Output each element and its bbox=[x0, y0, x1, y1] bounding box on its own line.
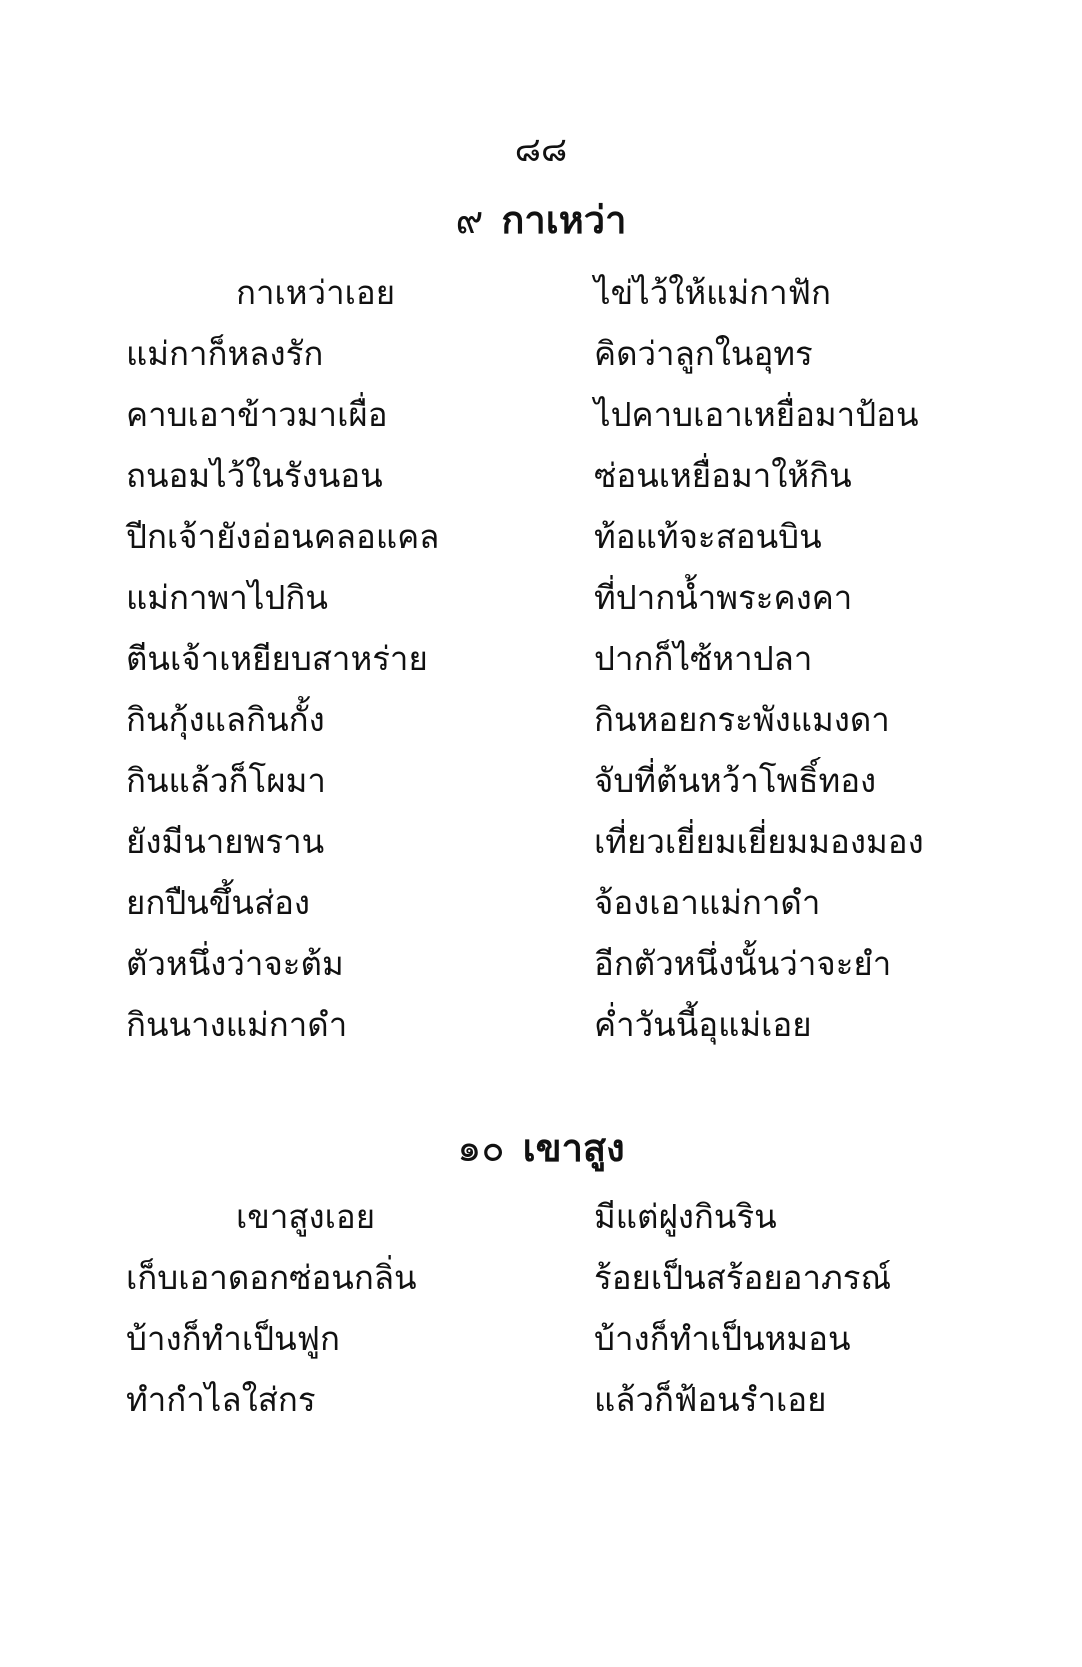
verse-right: แล้วก็ฟ้อนรำเอย bbox=[594, 1380, 827, 1419]
verse-right: จ้องเอาแม่กาดำ bbox=[594, 883, 821, 922]
verse-line bbox=[0, 1247, 1082, 1308]
verse-line bbox=[0, 628, 1082, 689]
verse-line bbox=[0, 994, 1082, 1055]
poem-lines-9 bbox=[0, 262, 1082, 1055]
poem-number: ๑๐ bbox=[457, 1126, 505, 1170]
verse-line bbox=[0, 689, 1082, 750]
verse-left: ตีนเจ้าเหยียบสาหร่าย bbox=[126, 639, 428, 678]
verse-left: ทำกำไลใส่กร bbox=[126, 1380, 316, 1419]
verse-line bbox=[0, 567, 1082, 628]
verse-line bbox=[0, 1308, 1082, 1369]
poem-title-9 bbox=[0, 196, 1082, 244]
verse-left: เขาสูงเอย bbox=[236, 1197, 376, 1236]
verse-left: ตัวหนึ่งว่าจะต้ม bbox=[126, 944, 344, 983]
verse-right: อีกตัวหนึ่งนั้นว่าจะยำ bbox=[594, 944, 892, 983]
poem-lines-10 bbox=[0, 1186, 1082, 1430]
verse-left: ปีกเจ้ายังอ่อนคลอแคล bbox=[126, 517, 440, 556]
poem-title-text: กาเหว่า bbox=[501, 197, 627, 242]
page-number: ๘๘ bbox=[514, 130, 568, 170]
verse-right: เที่ยวเยี่ยมเยี่ยมมองมอง bbox=[594, 822, 924, 861]
verse-left: กาเหว่าเอย bbox=[236, 273, 396, 312]
verse-right: ซ่อนเหยื่อมาให้กิน bbox=[594, 456, 852, 495]
verse-right: ท้อแท้จะสอนบิน bbox=[594, 517, 822, 556]
verse-right: มีแต่ฝูงกินริน bbox=[594, 1197, 777, 1236]
verse-left: ยกปืนขึ้นส่อง bbox=[126, 883, 311, 922]
verse-left: กินนางแม่กาดำ bbox=[126, 1005, 348, 1044]
verse-left: กินแล้วก็โผมา bbox=[126, 761, 326, 800]
verse-line bbox=[0, 384, 1082, 445]
verse-left: แม่กาพาไปกิน bbox=[126, 578, 328, 617]
verse-right: ร้อยเป็นสร้อยอาภรณ์ bbox=[594, 1258, 892, 1297]
verse-line bbox=[0, 323, 1082, 384]
verse-line bbox=[0, 750, 1082, 811]
verse-left: คาบเอาข้าวมาเผื่อ bbox=[126, 395, 388, 434]
verse-line bbox=[0, 811, 1082, 872]
verse-left: กินกุ้งแลกินกั้ง bbox=[126, 700, 325, 739]
verse-left: แม่กาก็หลงรัก bbox=[126, 334, 324, 373]
verse-right: จับที่ต้นหว้าโพธิ์ทอง bbox=[594, 761, 877, 800]
verse-line bbox=[0, 262, 1082, 323]
verse-right: ไข่ไว้ให้แม่กาฟัก bbox=[594, 273, 832, 312]
verse-left: บ้างก็ทำเป็นฟูก bbox=[126, 1319, 340, 1358]
verse-line bbox=[0, 1369, 1082, 1430]
verse-right: ไปคาบเอาเหยื่อมาป้อน bbox=[594, 395, 919, 434]
verse-line bbox=[0, 1186, 1082, 1247]
verse-line bbox=[0, 445, 1082, 506]
verse-left: ยังมีนายพราน bbox=[126, 822, 325, 861]
verse-right: บ้างก็ทำเป็นหมอน bbox=[594, 1319, 851, 1358]
verse-left: ถนอมไว้ในรังนอน bbox=[126, 456, 383, 495]
verse-left: เก็บเอาดอกซ่อนกลิ่น bbox=[126, 1258, 417, 1297]
poem-title-10 bbox=[0, 1124, 1082, 1172]
verse-line bbox=[0, 933, 1082, 994]
poem-title-text: เขาสูง bbox=[522, 1125, 625, 1170]
verse-right: ที่ปากน้ำพระคงคา bbox=[594, 578, 853, 617]
verse-right: คิดว่าลูกในอุทร bbox=[594, 334, 813, 373]
verse-right: ค่ำวันนี้อุแม่เอย bbox=[594, 1005, 812, 1044]
verse-right: ปากก็ไซ้หาปลา bbox=[594, 639, 813, 678]
poem-number: ๙ bbox=[455, 198, 484, 242]
verse-line bbox=[0, 506, 1082, 567]
verse-right: กินหอยกระพังแมงดา bbox=[594, 700, 890, 739]
verse-line bbox=[0, 872, 1082, 933]
